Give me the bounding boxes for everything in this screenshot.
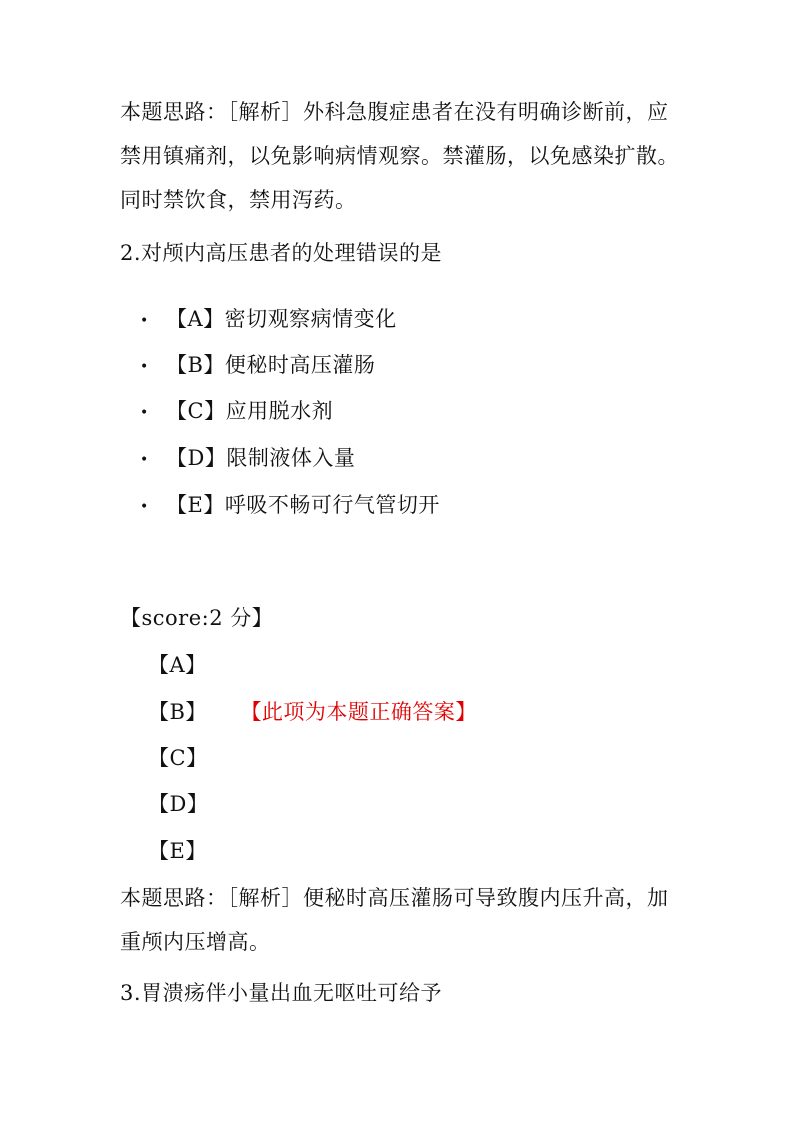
answer-a: 【A】 [148, 653, 207, 677]
option-label: 【B】便秘时高压灌肠 [166, 353, 376, 377]
correct-answer-note: 【此项为本题正确答案】 [250, 700, 477, 724]
answer-e: 【E】 [148, 839, 207, 863]
bullet-icon: • [140, 451, 149, 468]
bullet-icon: • [140, 498, 149, 515]
q2-question: 2.对颅内高压患者的处理错误的是 [120, 241, 443, 265]
bullet-icon: • [140, 404, 149, 421]
option-label: 【C】应用脱水剂 [166, 399, 334, 423]
bullet-icon: • [140, 358, 149, 375]
q2-option-e [140, 490, 440, 522]
bullet-icon: • [140, 312, 149, 329]
q2-score: 【score:2 分】 [120, 606, 274, 630]
answer-b [148, 697, 477, 727]
answer-d: 【D】 [148, 792, 209, 816]
q2-option-c [140, 396, 333, 428]
q3-question: 3.胃溃疡伴小量出血无呕吐可给予 [120, 981, 443, 1005]
q2-option-b [140, 350, 375, 382]
option-label: 【D】限制液体入量 [166, 446, 356, 470]
option-label: 【E】呼吸不畅可行气管切开 [166, 493, 440, 517]
q2-option-a [140, 304, 397, 336]
q2-explanation: 本题思路：［解析］便秘时高压灌肠可导致腹内压升高，加重颅内压增高。 [120, 886, 669, 954]
option-label: 【A】密切观察病情变化 [166, 307, 397, 331]
q2-option-d [140, 443, 355, 475]
answer-c: 【C】 [148, 746, 208, 770]
answer-label: 【B】 [148, 700, 207, 724]
q1-explanation: 本题思路：［解析］外科急腹症患者在没有明确诊断前，应禁用镇痛剂，以免影响病情观察。禁灌肠，以免感染扩散。同时禁饮食，禁用泻药。 [120, 100, 679, 212]
